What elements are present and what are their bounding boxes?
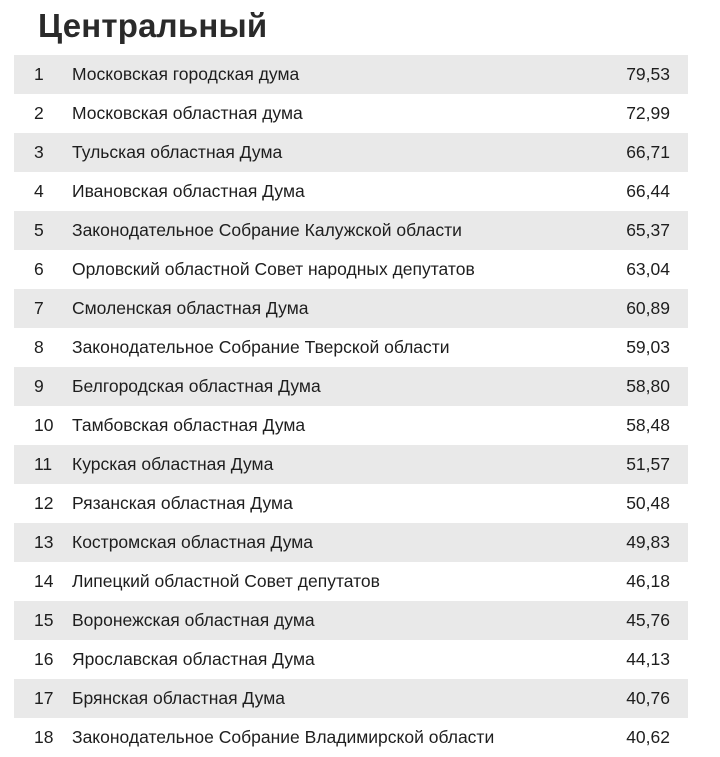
- rank-cell: 6: [34, 259, 44, 279]
- score-cell: 66,44: [626, 181, 670, 201]
- rank-cell: 5: [34, 220, 44, 240]
- rank-cell: 1: [34, 64, 44, 84]
- table-row: [14, 718, 688, 757]
- name-cell: Липецкий областной Совет депутатов: [72, 571, 380, 591]
- score-cell: 50,48: [626, 493, 670, 513]
- score-cell: 58,48: [626, 415, 670, 435]
- table-row: [14, 523, 688, 562]
- name-cell: Курская областная Дума: [72, 454, 274, 474]
- table-row: [14, 367, 688, 406]
- score-cell: 63,04: [626, 259, 670, 279]
- name-cell: Ивановская областная Дума: [72, 181, 305, 201]
- score-cell: 40,62: [626, 727, 670, 747]
- score-cell: 60,89: [626, 298, 670, 318]
- name-cell: Московская городская дума: [72, 64, 300, 84]
- score-cell: 66,71: [626, 142, 670, 162]
- name-cell: Воронежская областная дума: [72, 610, 315, 630]
- rank-cell: 10: [34, 415, 54, 435]
- rank-cell: 14: [34, 571, 54, 591]
- table-row: [14, 172, 688, 211]
- name-cell: Московская областная дума: [72, 103, 303, 123]
- name-cell: Рязанская областная Дума: [72, 493, 293, 513]
- rank-cell: 8: [34, 337, 44, 357]
- table-row: [14, 562, 688, 601]
- rank-cell: 3: [34, 142, 44, 162]
- score-cell: 45,76: [626, 610, 670, 630]
- score-cell: 58,80: [626, 376, 670, 396]
- name-cell: Белгородская областная Дума: [72, 376, 321, 396]
- table-row: [14, 55, 688, 94]
- table-row: [14, 250, 688, 289]
- rank-cell: 2: [34, 103, 44, 123]
- score-cell: 59,03: [626, 337, 670, 357]
- score-cell: 65,37: [626, 220, 670, 240]
- name-cell: Законодательное Собрание Владимирской области: [72, 727, 495, 747]
- table-row: [14, 133, 688, 172]
- table-row: [14, 601, 688, 640]
- name-cell: Костромская областная Дума: [72, 532, 314, 552]
- table-row: [14, 211, 688, 250]
- rank-cell: 16: [34, 649, 54, 669]
- table-row: [14, 289, 688, 328]
- table-row: [14, 406, 688, 445]
- rank-cell: 13: [34, 532, 54, 552]
- score-cell: 46,18: [626, 571, 670, 591]
- rank-cell: 12: [34, 493, 54, 513]
- rank-cell: 17: [34, 688, 54, 708]
- name-cell: Законодательное Собрание Тверской области: [72, 337, 450, 357]
- rank-cell: 9: [34, 376, 44, 396]
- table-row: [14, 94, 688, 133]
- score-cell: 44,13: [626, 649, 670, 669]
- score-cell: 79,53: [626, 64, 670, 84]
- name-cell: Орловский областной Совет народных депутатов: [72, 259, 475, 279]
- table-row: [14, 328, 688, 367]
- name-cell: Смоленская областная Дума: [72, 298, 309, 318]
- score-cell: 49,83: [626, 532, 670, 552]
- rank-cell: 18: [34, 727, 54, 747]
- table-row: [14, 640, 688, 679]
- rank-cell: 11: [34, 454, 53, 474]
- table-row: [14, 679, 688, 718]
- rank-cell: 4: [34, 181, 44, 201]
- name-cell: Тульская областная Дума: [72, 142, 283, 162]
- section-title: Центральный: [38, 7, 268, 44]
- score-cell: 51,57: [626, 454, 670, 474]
- rank-cell: 7: [34, 298, 44, 318]
- score-cell: 72,99: [626, 103, 670, 123]
- table-row: [14, 445, 688, 484]
- ranking-table: [14, 55, 688, 757]
- name-cell: Ярославская областная Дума: [72, 649, 315, 669]
- score-cell: 40,76: [626, 688, 670, 708]
- name-cell: Тамбовская областная Дума: [72, 415, 306, 435]
- rank-cell: 15: [34, 610, 54, 630]
- name-cell: Брянская областная Дума: [72, 688, 285, 708]
- table-row: [14, 484, 688, 523]
- name-cell: Законодательное Собрание Калужской области: [72, 220, 462, 240]
